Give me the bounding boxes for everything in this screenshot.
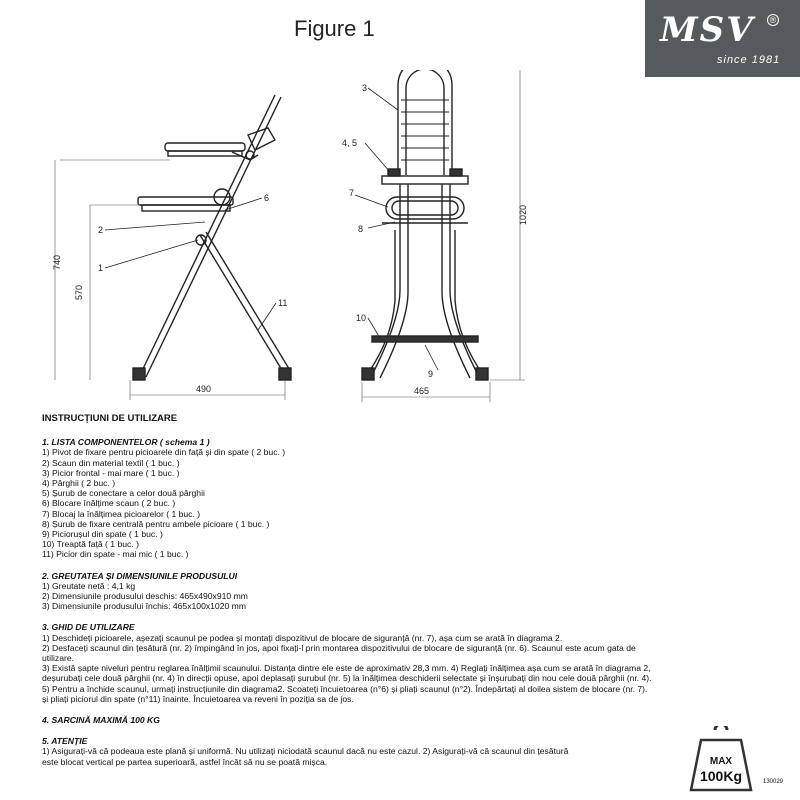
section-title: 5. ATENȚIE xyxy=(42,736,88,747)
section-line: deșurubați cele două pârghii (nr. 4) în direcții opuse, apoi deplasați șurubul (nr. 5) la înălțimea deschiderii selectate și înșurubați din nou cele două pârghii (nr. 4). xyxy=(42,673,652,684)
front-view xyxy=(355,70,525,402)
section-line: 3) Dimensiunile produsului închis: 465x100x1020 mm xyxy=(42,601,246,612)
section-line: 9) Piciorușul din spate ( 1 buc. ) xyxy=(42,529,163,540)
front-label-10: 10 xyxy=(356,313,367,323)
front-label-8: 8 xyxy=(358,224,364,234)
section-line: 11) Picior din spate - mai mic ( 1 buc. ) xyxy=(42,549,189,560)
dim-1020: 1020 xyxy=(518,204,528,225)
section-title: 2. GREUTATEA ȘI DIMENSIUNILE PRODUSULUI xyxy=(42,570,238,581)
section-line: 1) Asigurați-vă că podeaua este plană și uniformă. Nu utilizați niciodată scaunul dacă nu este cazul. 2) Asigurați-vă că scaunul din țesătură xyxy=(42,746,569,757)
section-line: 1) Pivot de fixare pentru picioarele din față și din spate ( 2 buc. ) xyxy=(42,447,286,458)
side-label-11: 11 xyxy=(278,298,288,308)
brand-logo xyxy=(645,0,800,77)
front-label-9: 9 xyxy=(428,369,434,379)
section-line: utilizare. xyxy=(42,653,74,664)
section-line: 5) Șurub de conectare a celor două pârghii xyxy=(42,488,205,499)
section-line: 2) Dimensiunile produsului deschis: 465x490x910 mm xyxy=(42,591,248,602)
section-line: 1) Deschideți picioarele, așezați scaunul pe podea și montați dispozitivul de blocare de siguranță (nr. 7), așa cum se arată în diagrama 2. xyxy=(42,632,563,643)
section-line: 6) Blocare înălțime scaun ( 2 buc. ) xyxy=(42,498,176,509)
max-value: 100Kg xyxy=(699,768,743,784)
logo-brand: MSV xyxy=(660,10,755,50)
section-line: 7) Blocaj la înălțimea picioarelor ( 1 buc. ) xyxy=(42,508,201,519)
dim-490: 490 xyxy=(196,384,212,394)
section-title: 4. SARCINĂ MAXIMĂ 100 KG xyxy=(42,715,160,726)
section-line: 10) Treaptă față ( 1 buc. ) xyxy=(42,539,139,550)
section-line: 3) Există șapte niveluri pentru reglarea înălțimii scaunului. Distanța dintre ele este de aproximativ 28,3 mm. 4) Reglați înălțimea așa cum se arată în diagrama 2, xyxy=(42,663,651,674)
section-line: 4) Pârghii ( 2 buc. ) xyxy=(42,478,116,489)
side-view xyxy=(55,95,291,400)
section-line: 2) Desfaceți scaunul din țesătură (nr. 2) împingând în jos, apoi fixați-l prin montarea dispozitivului de blocare de siguranță (nr. 6). Scaunul este acum gata de xyxy=(42,642,636,653)
max-label: MAX xyxy=(709,756,733,767)
side-label-2: 2 xyxy=(98,225,104,235)
front-label-4-5: 4, 5 xyxy=(342,138,358,148)
instructions xyxy=(42,414,782,767)
figure-title: Figure 1 xyxy=(294,16,375,41)
section-line: și pliați piciorul din spate (n°11) înainte. Încuietoarea va reveni în poziția sa de jos. xyxy=(42,693,354,704)
instructions-sections xyxy=(42,437,782,767)
chair-technical-drawing xyxy=(0,70,800,410)
section-line: 5) Pentru a închide scaunul, urmați instrucțiunile din diagrama2. Scoateți încuietoarea (n°6) și pliați scaunul (n°2). Îndepărtați al doilea sistem de blocare (nr. 7). xyxy=(42,683,648,694)
logo-since: since 1981 xyxy=(717,54,781,66)
logo-registered-mark: ® xyxy=(767,14,779,26)
front-label-3: 3 xyxy=(362,83,368,93)
dim-570: 570 xyxy=(74,284,84,300)
section-line: este blocat vertical pe partea superioară, astfel încât să nu se poată mișca. xyxy=(42,756,328,767)
section-line: 8) Șurub de fixare centrală pentru ambele picioare ( 1 buc. ) xyxy=(42,518,270,529)
front-label-7: 7 xyxy=(349,188,355,198)
section-line: 1) Greutate netă : 4,1 kg xyxy=(42,580,136,591)
section-title: 1. LISTA COMPONENTELOR ( schema 1 ) xyxy=(42,437,210,448)
side-label-1: 1 xyxy=(98,263,104,273)
max-load-badge xyxy=(689,726,753,792)
section-line: 3) Picior frontal - mai mare ( 1 buc. ) xyxy=(42,467,180,478)
section-line: 2) Scaun din material textil ( 1 buc. ) xyxy=(42,457,180,468)
product-code: 130029 xyxy=(763,779,784,785)
side-label-6: 6 xyxy=(264,193,270,203)
dim-465: 465 xyxy=(414,386,430,396)
instructions-header: INSTRUCȚIUNI DE UTILIZARE xyxy=(42,413,178,424)
dim-740: 740 xyxy=(52,254,62,270)
section-title: 3. GHID DE UTILIZARE xyxy=(42,622,135,633)
